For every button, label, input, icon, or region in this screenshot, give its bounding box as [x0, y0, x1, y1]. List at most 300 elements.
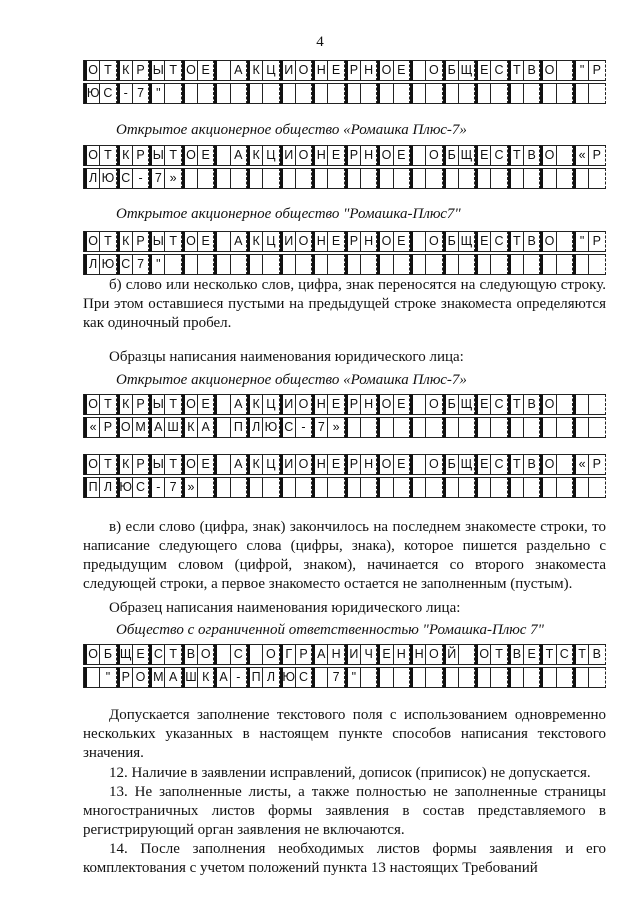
- grid-cell: Е: [328, 231, 344, 252]
- grid-cell: [475, 417, 491, 438]
- grid-cell: О: [377, 394, 393, 415]
- grid-cell: С: [491, 231, 507, 252]
- grid-cell: Р: [589, 60, 605, 81]
- grid-cell: Н: [361, 231, 377, 252]
- grid-cell: Ч: [361, 644, 377, 665]
- grid-cell: Е: [133, 644, 149, 665]
- grid-cell: [459, 477, 475, 498]
- grid-cell: [573, 168, 589, 189]
- grid-cell: [573, 417, 589, 438]
- letter-grid-row: [83, 667, 606, 688]
- grid-cell: Б: [443, 231, 459, 252]
- grid-cell: [491, 477, 507, 498]
- grid-cell: [459, 417, 475, 438]
- grid-cell: Ш: [182, 667, 198, 688]
- grid-cell: [524, 667, 540, 688]
- grid-cell: [410, 667, 426, 688]
- grid-cell: А: [165, 667, 181, 688]
- grid-cell: С: [100, 83, 116, 104]
- grid-cell: [345, 254, 361, 275]
- grid-cell: [524, 254, 540, 275]
- paragraph: в) если слово (цифра, знак) закончилось на последнем знакоместе строки, то написание следующего слова (цифры, знака), которое пишется раздельно с предыдущим словом (цифрой, знаком), начинается со второго знакоместа следующей строки, а первое знакоместо остается не заполненным (пустым).: [83, 519, 606, 592]
- grid-cell: Р: [133, 454, 149, 475]
- grid-cell: [426, 667, 442, 688]
- grid-cell: Г: [280, 644, 296, 665]
- grid-cell: Ю: [117, 477, 133, 498]
- grid-cell: [524, 83, 540, 104]
- grid-cell: -: [231, 667, 247, 688]
- grid-cell: [214, 417, 230, 438]
- grid-cell: О: [117, 417, 133, 438]
- grid-cell: Ю: [84, 83, 100, 104]
- grid-cell: Щ: [459, 454, 475, 475]
- grid-cell: Т: [508, 231, 524, 252]
- grid-cell: Р: [133, 60, 149, 81]
- letter-grid-row: [83, 644, 606, 665]
- grid-cell: В: [524, 60, 540, 81]
- grid-cell: [231, 83, 247, 104]
- grid-cell: А: [312, 644, 328, 665]
- grid-cell: [459, 83, 475, 104]
- grid-cell: Т: [573, 644, 589, 665]
- paragraph: б) слово или несколько слов, цифра, знак переносятся на следующую строку. При этом оставшиеся пустыми на предыдущей строке знакоместа определяются как одиночный пробел.: [83, 277, 606, 331]
- grid-cell: П: [247, 667, 263, 688]
- grid-cell: О: [84, 231, 100, 252]
- grid-cell: [214, 60, 230, 81]
- grid-cell: [312, 254, 328, 275]
- page-number: 4: [316, 34, 324, 50]
- grid-cell: В: [524, 145, 540, 166]
- grid-cell: [328, 254, 344, 275]
- grid-cell: [557, 417, 573, 438]
- letter-grid-row: [83, 83, 606, 104]
- grid-cell: Т: [165, 145, 181, 166]
- grid-cell: [491, 168, 507, 189]
- paragraph: 13. Не заполненные листы, а также полностью не заполненные страницы многостраничных листов формы заявления в состав представляемого в регистрирующий орган заявления не включаются.: [83, 784, 606, 838]
- grid-cell: [443, 417, 459, 438]
- grid-cell: Н: [361, 394, 377, 415]
- grid-cell: К: [182, 417, 198, 438]
- grid-cell: «: [573, 145, 589, 166]
- grid-cell: [540, 254, 556, 275]
- grid-cell: [198, 477, 214, 498]
- grid-cell: О: [377, 145, 393, 166]
- grid-cell: С: [491, 145, 507, 166]
- grid-cell: [328, 168, 344, 189]
- grid-cell: Т: [100, 145, 116, 166]
- grid-cell: [426, 168, 442, 189]
- letter-grid-row: [83, 145, 606, 166]
- grid-cell: С: [491, 394, 507, 415]
- grid-cell: И: [345, 644, 361, 665]
- grid-cell: Ы: [149, 454, 165, 475]
- grid-cell: [377, 667, 393, 688]
- paragraph: 12. Наличие в заявлении исправлений, дописок (приписок) не допускается.: [109, 765, 591, 781]
- grid-cell: О: [133, 667, 149, 688]
- grid-cell: Е: [198, 394, 214, 415]
- grid-cell: Е: [328, 394, 344, 415]
- grid-cell: [312, 168, 328, 189]
- grid-cell: Н: [312, 454, 328, 475]
- grid-cell: О: [198, 644, 214, 665]
- grid-cell: Ю: [100, 254, 116, 275]
- grid-cell: Ц: [263, 394, 279, 415]
- grid-cell: [296, 168, 312, 189]
- grid-cell: О: [426, 394, 442, 415]
- grid-cell: О: [426, 644, 442, 665]
- grid-cell: [410, 83, 426, 104]
- grid-cell: Е: [198, 231, 214, 252]
- grid-cell: Ц: [263, 231, 279, 252]
- grid-cell: Е: [328, 145, 344, 166]
- grid-cell: [410, 417, 426, 438]
- grid-cell: А: [214, 667, 230, 688]
- grid-cell: [573, 477, 589, 498]
- grid-cell: »: [165, 168, 181, 189]
- grid-cell: [410, 168, 426, 189]
- grid-cell: [589, 477, 605, 498]
- grid-cell: А: [231, 60, 247, 81]
- grid-cell: [475, 254, 491, 275]
- grid-cell: [524, 417, 540, 438]
- grid-cell: Щ: [459, 145, 475, 166]
- grid-cell: [280, 477, 296, 498]
- grid-cell: ": [573, 231, 589, 252]
- grid-cell: [214, 231, 230, 252]
- grid-cell: [557, 394, 573, 415]
- grid-cell: [540, 477, 556, 498]
- grid-cell: А: [231, 231, 247, 252]
- grid-cell: [345, 83, 361, 104]
- grid-cell: В: [589, 644, 605, 665]
- grid-cell: А: [231, 394, 247, 415]
- grid-cell: Р: [133, 394, 149, 415]
- paragraph: 14. После заполнения необходимых листов формы заявления и его комплектования с учетом положений пункта 13 настоящих Требований: [83, 841, 606, 876]
- grid-cell: Н: [312, 394, 328, 415]
- grid-cell: С: [133, 477, 149, 498]
- grid-cell: О: [426, 60, 442, 81]
- grid-cell: М: [149, 667, 165, 688]
- grid-cell: С: [117, 254, 133, 275]
- grid-cell: Л: [263, 667, 279, 688]
- grid-cell: Н: [328, 644, 344, 665]
- grid-cell: Л: [100, 477, 116, 498]
- grid-cell: [377, 254, 393, 275]
- grid-cell: Н: [312, 231, 328, 252]
- grid-cell: П: [84, 477, 100, 498]
- grid-cell: Р: [133, 231, 149, 252]
- grid-cell: [263, 83, 279, 104]
- grid-cell: О: [377, 454, 393, 475]
- grid-cell: О: [84, 454, 100, 475]
- grid-cell: [508, 254, 524, 275]
- grid-cell: ": [100, 667, 116, 688]
- grid-cell: С: [557, 644, 573, 665]
- grid-cell: [247, 254, 263, 275]
- grid-cell: С: [491, 454, 507, 475]
- grid-cell: Е: [475, 231, 491, 252]
- grid-cell: -: [149, 477, 165, 498]
- grid-cell: [426, 417, 442, 438]
- grid-cell: [573, 254, 589, 275]
- grid-cell: [491, 83, 507, 104]
- grid-cell: Е: [475, 60, 491, 81]
- grid-cell: И: [280, 454, 296, 475]
- letter-grid-row: [83, 477, 606, 498]
- grid-cell: Е: [394, 231, 410, 252]
- grid-cell: [508, 417, 524, 438]
- grid-cell: [508, 168, 524, 189]
- grid-cell: [475, 168, 491, 189]
- grid-cell: О: [475, 644, 491, 665]
- grid-cell: 7: [133, 83, 149, 104]
- grid-cell: И: [280, 394, 296, 415]
- grid-cell: [312, 477, 328, 498]
- grid-cell: 7: [133, 254, 149, 275]
- grid-cell: [280, 83, 296, 104]
- grid-cell: [312, 667, 328, 688]
- grid-cell: Е: [475, 454, 491, 475]
- grid-cell: [231, 477, 247, 498]
- grid-cell: А: [149, 417, 165, 438]
- grid-cell: Р: [345, 394, 361, 415]
- grid-cell: О: [84, 145, 100, 166]
- grid-cell: [410, 394, 426, 415]
- grid-cell: [459, 644, 475, 665]
- grid-cell: [394, 254, 410, 275]
- letter-grid-row: [83, 394, 606, 415]
- grid-cell: Б: [100, 644, 116, 665]
- grid-cell: С: [491, 60, 507, 81]
- grid-cell: Б: [443, 454, 459, 475]
- grid-cell: [557, 60, 573, 81]
- letter-grid-row: [83, 168, 606, 189]
- grid-cell: Т: [100, 454, 116, 475]
- grid-cell: [247, 83, 263, 104]
- grid-cell: Ш: [165, 417, 181, 438]
- grid-cell: Ц: [263, 60, 279, 81]
- grid-cell: К: [247, 454, 263, 475]
- grid-cell: [589, 394, 605, 415]
- grid-cell: О: [426, 145, 442, 166]
- grid-cell: Р: [345, 231, 361, 252]
- grid-cell: О: [84, 60, 100, 81]
- grid-cell: [182, 254, 198, 275]
- letter-grid-row: [83, 60, 606, 81]
- grid-cell: [182, 168, 198, 189]
- grid-cell: [345, 477, 361, 498]
- grid-cell: [263, 477, 279, 498]
- grid-cell: [540, 168, 556, 189]
- grid-cell: О: [296, 145, 312, 166]
- grid-cell: О: [182, 145, 198, 166]
- grid-cell: [214, 454, 230, 475]
- grid-cell: -: [296, 417, 312, 438]
- grid-cell: О: [540, 145, 556, 166]
- grid-cell: [573, 394, 589, 415]
- grid-cell: Т: [508, 454, 524, 475]
- grid-cell: [443, 83, 459, 104]
- grid-cell: Н: [361, 454, 377, 475]
- grid-cell: [296, 477, 312, 498]
- grid-cell: [589, 254, 605, 275]
- grid-cell: Н: [312, 145, 328, 166]
- grid-cell: [589, 83, 605, 104]
- grid-cell: [361, 417, 377, 438]
- grid-cell: [540, 417, 556, 438]
- example-caption: Открытое акционерное общество "Ромашка-Плюс7": [116, 206, 461, 222]
- grid-cell: [589, 667, 605, 688]
- grid-cell: [557, 145, 573, 166]
- grid-cell: К: [117, 145, 133, 166]
- grid-cell: О: [182, 454, 198, 475]
- grid-cell: О: [426, 454, 442, 475]
- grid-cell: О: [182, 60, 198, 81]
- grid-cell: [263, 168, 279, 189]
- grid-cell: [214, 83, 230, 104]
- grid-cell: Щ: [459, 60, 475, 81]
- grid-cell: Н: [361, 145, 377, 166]
- grid-cell: [198, 168, 214, 189]
- grid-cell: [557, 83, 573, 104]
- grid-cell: [410, 60, 426, 81]
- grid-cell: [214, 394, 230, 415]
- grid-cell: Е: [377, 644, 393, 665]
- grid-cell: Т: [165, 394, 181, 415]
- grid-cell: Б: [443, 145, 459, 166]
- grid-cell: [198, 254, 214, 275]
- grid-cell: [328, 477, 344, 498]
- grid-cell: Т: [100, 231, 116, 252]
- grid-cell: [394, 168, 410, 189]
- grid-cell: Ю: [100, 168, 116, 189]
- grid-cell: [491, 417, 507, 438]
- grid-cell: [214, 254, 230, 275]
- grid-cell: [557, 254, 573, 275]
- grid-cell: К: [247, 231, 263, 252]
- grid-cell: Р: [100, 417, 116, 438]
- grid-cell: А: [231, 145, 247, 166]
- grid-cell: [508, 667, 524, 688]
- grid-cell: Н: [312, 60, 328, 81]
- grid-cell: [573, 83, 589, 104]
- grid-cell: [312, 83, 328, 104]
- grid-cell: [182, 83, 198, 104]
- paragraph: Образцы написания наименования юридического лица:: [109, 349, 464, 365]
- grid-cell: [557, 168, 573, 189]
- grid-cell: [214, 168, 230, 189]
- grid-cell: И: [280, 145, 296, 166]
- grid-cell: [394, 417, 410, 438]
- grid-cell: Е: [394, 145, 410, 166]
- grid-cell: Т: [491, 644, 507, 665]
- grid-cell: Ц: [263, 145, 279, 166]
- grid-cell: О: [263, 644, 279, 665]
- example-caption: Общество с ограниченной ответственностью "Ромашка-Плюс 7": [116, 622, 544, 638]
- grid-cell: Е: [328, 60, 344, 81]
- letter-grid-row: [83, 254, 606, 275]
- grid-cell: Н: [410, 644, 426, 665]
- grid-cell: [377, 477, 393, 498]
- example-caption: Открытое акционерное общество «Ромашка Плюс-7»: [116, 122, 467, 138]
- grid-cell: [475, 477, 491, 498]
- grid-cell: К: [117, 454, 133, 475]
- grid-cell: [361, 168, 377, 189]
- grid-cell: Й: [443, 644, 459, 665]
- grid-cell: [328, 83, 344, 104]
- grid-cell: [296, 254, 312, 275]
- grid-cell: Щ: [117, 644, 133, 665]
- grid-cell: [394, 477, 410, 498]
- grid-cell: В: [524, 454, 540, 475]
- grid-cell: К: [117, 231, 133, 252]
- grid-cell: Т: [508, 394, 524, 415]
- grid-cell: [394, 667, 410, 688]
- grid-cell: Е: [475, 145, 491, 166]
- grid-cell: Т: [165, 231, 181, 252]
- grid-cell: Т: [165, 644, 181, 665]
- grid-cell: [426, 83, 442, 104]
- grid-cell: В: [524, 231, 540, 252]
- grid-cell: [198, 83, 214, 104]
- grid-cell: Р: [117, 667, 133, 688]
- grid-cell: Е: [394, 394, 410, 415]
- grid-cell: [247, 644, 263, 665]
- grid-cell: Н: [394, 644, 410, 665]
- letter-grid-row: [83, 231, 606, 252]
- grid-cell: [165, 83, 181, 104]
- grid-cell: А: [198, 417, 214, 438]
- grid-cell: [443, 667, 459, 688]
- grid-cell: В: [524, 394, 540, 415]
- grid-cell: Р: [345, 60, 361, 81]
- grid-cell: [377, 168, 393, 189]
- grid-cell: Р: [345, 454, 361, 475]
- grid-cell: Т: [100, 394, 116, 415]
- grid-cell: Ы: [149, 145, 165, 166]
- grid-cell: Т: [508, 145, 524, 166]
- grid-cell: П: [231, 417, 247, 438]
- grid-cell: [573, 667, 589, 688]
- grid-cell: -: [117, 83, 133, 104]
- grid-cell: Р: [133, 145, 149, 166]
- grid-cell: »: [182, 477, 198, 498]
- grid-cell: Е: [198, 145, 214, 166]
- grid-cell: В: [508, 644, 524, 665]
- grid-cell: Т: [508, 60, 524, 81]
- grid-cell: [475, 83, 491, 104]
- grid-cell: [361, 83, 377, 104]
- grid-cell: О: [540, 231, 556, 252]
- letter-grid-row: [83, 454, 606, 475]
- grid-cell: Ю: [280, 667, 296, 688]
- paragraph: Допускается заполнение текстового поля с использованием одновременно нескольких указанных в настоящем пункте способов написания текстового значения.: [83, 707, 606, 761]
- grid-cell: К: [117, 60, 133, 81]
- grid-cell: Т: [100, 60, 116, 81]
- grid-cell: [410, 231, 426, 252]
- grid-cell: [557, 454, 573, 475]
- grid-cell: «: [84, 417, 100, 438]
- grid-cell: С: [280, 417, 296, 438]
- grid-cell: Ы: [149, 60, 165, 81]
- grid-cell: Р: [345, 145, 361, 166]
- grid-cell: 7: [149, 168, 165, 189]
- grid-cell: [443, 254, 459, 275]
- grid-cell: К: [117, 394, 133, 415]
- grid-cell: О: [84, 394, 100, 415]
- grid-cell: К: [198, 667, 214, 688]
- grid-cell: Т: [540, 644, 556, 665]
